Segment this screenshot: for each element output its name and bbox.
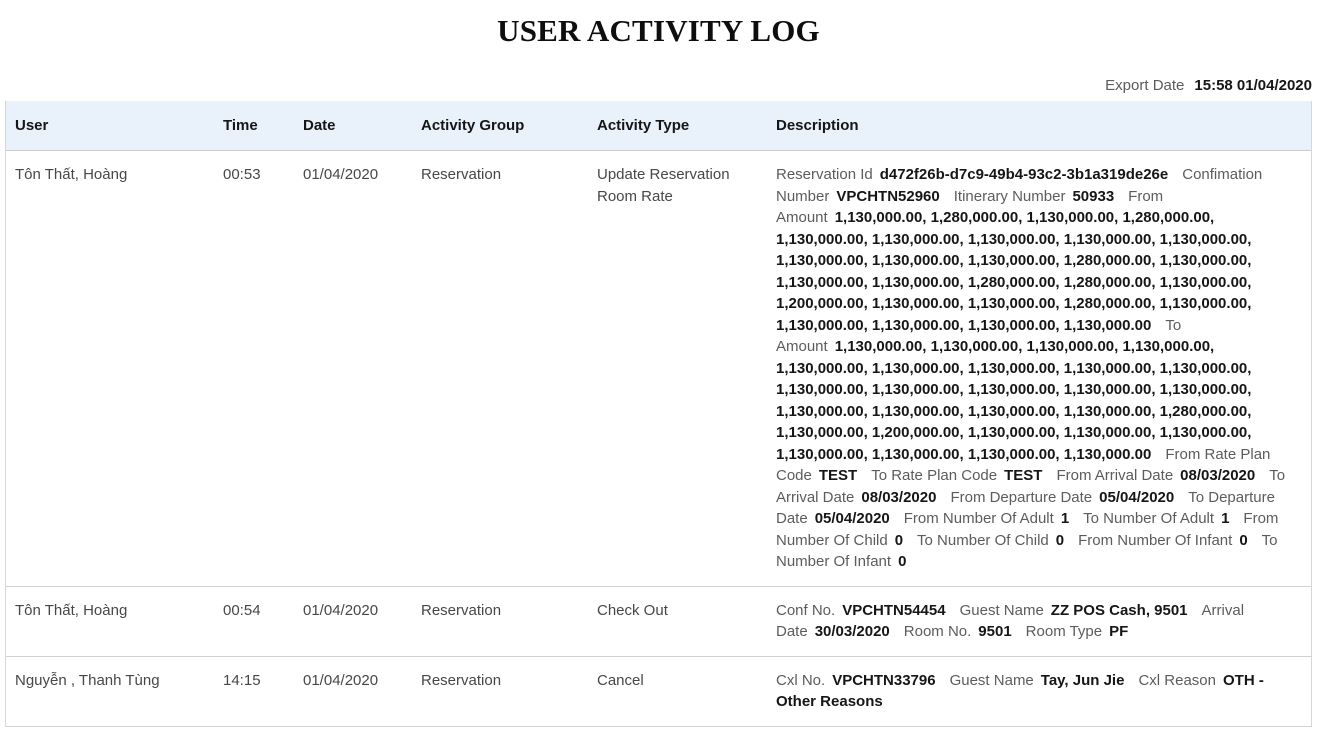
table-row — [6, 657, 1311, 727]
description-label: To Amount — [776, 316, 1182, 355]
cell-time: 00:54 — [223, 601, 261, 619]
description-label: Conf No. — [776, 601, 836, 619]
description-label: Cxl Reason — [1138, 671, 1216, 689]
cell-activity-group: Reservation — [421, 601, 502, 619]
description-value: OTH - Other Reasons — [776, 671, 1264, 710]
cell-user: Tôn Thất, Hoàng — [15, 601, 128, 619]
cell-user: Tôn Thất, Hoàng — [15, 166, 128, 183]
description-label: From Departure Date — [950, 488, 1093, 506]
description-value: VPCHTN54454 — [842, 601, 946, 619]
export-date — [1105, 77, 1312, 95]
description-label: To Number Of Adult — [1083, 510, 1215, 527]
description-value: 50933 — [1072, 187, 1115, 205]
column-header-user: User — [15, 117, 49, 134]
cell-activity-group: Reservation — [421, 166, 502, 183]
description-value: 1,130,000.00, 1,130,000.00, 1,130,000.00, 1,130,000.00, 1,130,000.00, 1,130,000.00, 1,130,000.00, 1,130,000.00, 1,130,000.00, 1,130,000.00, 1,130,000.00, 1,130,000.00, 1,130,000.00, 1,130,000.00, 1,130,000.00, 1,130,000.00, 1,130,000.00, 1,130,000.00, 1,280,000.00, 1,130,000.00, 1,200,000.00, 1,130,000.00, 1,130,000.00, 1,130,000.00, 1,130,000.00, 1,130,000.00, 1,130,000.00, 1,130,000.00 — [776, 338, 1252, 463]
column-header-time: Time — [223, 117, 258, 134]
cell-activity-type: Cancel — [597, 671, 644, 689]
description-label: From Number Of Infant — [1078, 531, 1233, 549]
description-value: 05/04/2020 — [1099, 488, 1175, 506]
cell-user: Nguyễn , Thanh Tùng — [15, 671, 160, 689]
description-value: 1 — [1060, 510, 1070, 527]
export-date-label: Export Date — [1105, 77, 1185, 94]
description-value: PF — [1109, 623, 1129, 640]
description-value: 1,130,000.00, 1,280,000.00, 1,130,000.00, 1,280,000.00, 1,130,000.00, 1,130,000.00, 1,130,000.00, 1,130,000.00, 1,130,000.00, 1,130,000.00, 1,130,000.00, 1,130,000.00, 1,280,000.00, 1,130,000.00, 1,130,000.00, 1,130,000.00, 1,280,000.00, 1,280,000.00, 1,130,000.00, 1,200,000.00, 1,130,000.00, 1,130,000.00, 1,280,000.00, 1,130,000.00, 1,130,000.00, 1,130,000.00, 1,130,000.00, 1,130,000.00 — [776, 209, 1252, 334]
cell-activity-group: Reservation — [421, 671, 502, 689]
description-label: Confimation Number — [776, 166, 1263, 205]
description-label: To Departure Date — [776, 488, 1275, 527]
description-value: Tay, Jun Jie — [1040, 671, 1125, 689]
table-row — [6, 151, 1311, 587]
description-value: 05/04/2020 — [814, 510, 890, 527]
description-value: VPCHTN33796 — [832, 671, 936, 689]
description-label: Room No. — [903, 623, 972, 640]
description-label: From Rate Plan Code — [776, 445, 1271, 484]
description-value: TEST — [818, 467, 858, 484]
description-label: To Arrival Date — [776, 467, 1286, 506]
description-label: From Arrival Date — [1056, 467, 1174, 484]
cell-description — [767, 151, 1311, 586]
column-header-description: Description — [776, 117, 859, 134]
description-value: 30/03/2020 — [814, 623, 890, 640]
description-label: From Amount — [776, 187, 1164, 226]
description-value: 08/03/2020 — [1180, 467, 1256, 484]
description-value: 0 — [898, 553, 907, 570]
activity-log-table — [5, 101, 1312, 727]
description-label: Arrival Date — [776, 601, 1245, 640]
page-title: USER ACTIVITY LOG — [497, 13, 820, 48]
table-row — [6, 587, 1311, 657]
table-body — [6, 151, 1311, 727]
description-value: d472f26b-d7c9-49b4-93c2-3b1a319de26e — [879, 166, 1169, 183]
cell-time: 00:53 — [223, 166, 261, 183]
description-value: TEST — [1004, 467, 1043, 484]
cell-date: 01/04/2020 — [303, 166, 379, 183]
table-header-row — [6, 101, 1311, 151]
column-header-activity-type: Activity Type — [597, 117, 690, 134]
description-value: 08/03/2020 — [861, 488, 937, 506]
description-label: Cxl No. — [776, 671, 826, 689]
description-value: 0 — [1239, 531, 1248, 549]
description-value: 0 — [1055, 531, 1065, 549]
description-label: To Number Of Infant — [776, 531, 1278, 570]
cell-activity-type: Update Reservation Room Rate — [597, 166, 730, 205]
description-label: To Rate Plan Code — [871, 467, 998, 484]
description-value: 1 — [1221, 510, 1230, 527]
description-label: Guest Name — [949, 671, 1034, 689]
description-value: 0 — [894, 531, 904, 549]
cell-description — [767, 657, 1311, 726]
description-value: 9501 — [978, 623, 1012, 640]
cell-date: 01/04/2020 — [303, 601, 379, 619]
cell-description — [767, 587, 1311, 656]
description-label: From Number Of Child — [776, 510, 1279, 549]
description-label: From Number Of Adult — [903, 510, 1054, 527]
column-header-date: Date — [303, 117, 336, 134]
cell-time: 14:15 — [223, 671, 261, 689]
export-date-value: 15:58 01/04/2020 — [1194, 77, 1312, 94]
description-label: Itinerary Number — [953, 187, 1066, 205]
description-value: ZZ POS Cash, 9501 — [1050, 601, 1188, 619]
description-label: Reservation Id — [776, 166, 873, 183]
description-label: To Number Of Child — [917, 531, 1049, 549]
description-label: Guest Name — [959, 601, 1044, 619]
description-label: Room Type — [1025, 623, 1103, 640]
column-header-activity-group: Activity Group — [421, 117, 525, 134]
cell-activity-type: Check Out — [597, 601, 668, 619]
cell-date: 01/04/2020 — [303, 671, 379, 689]
description-value: VPCHTN52960 — [836, 187, 940, 205]
